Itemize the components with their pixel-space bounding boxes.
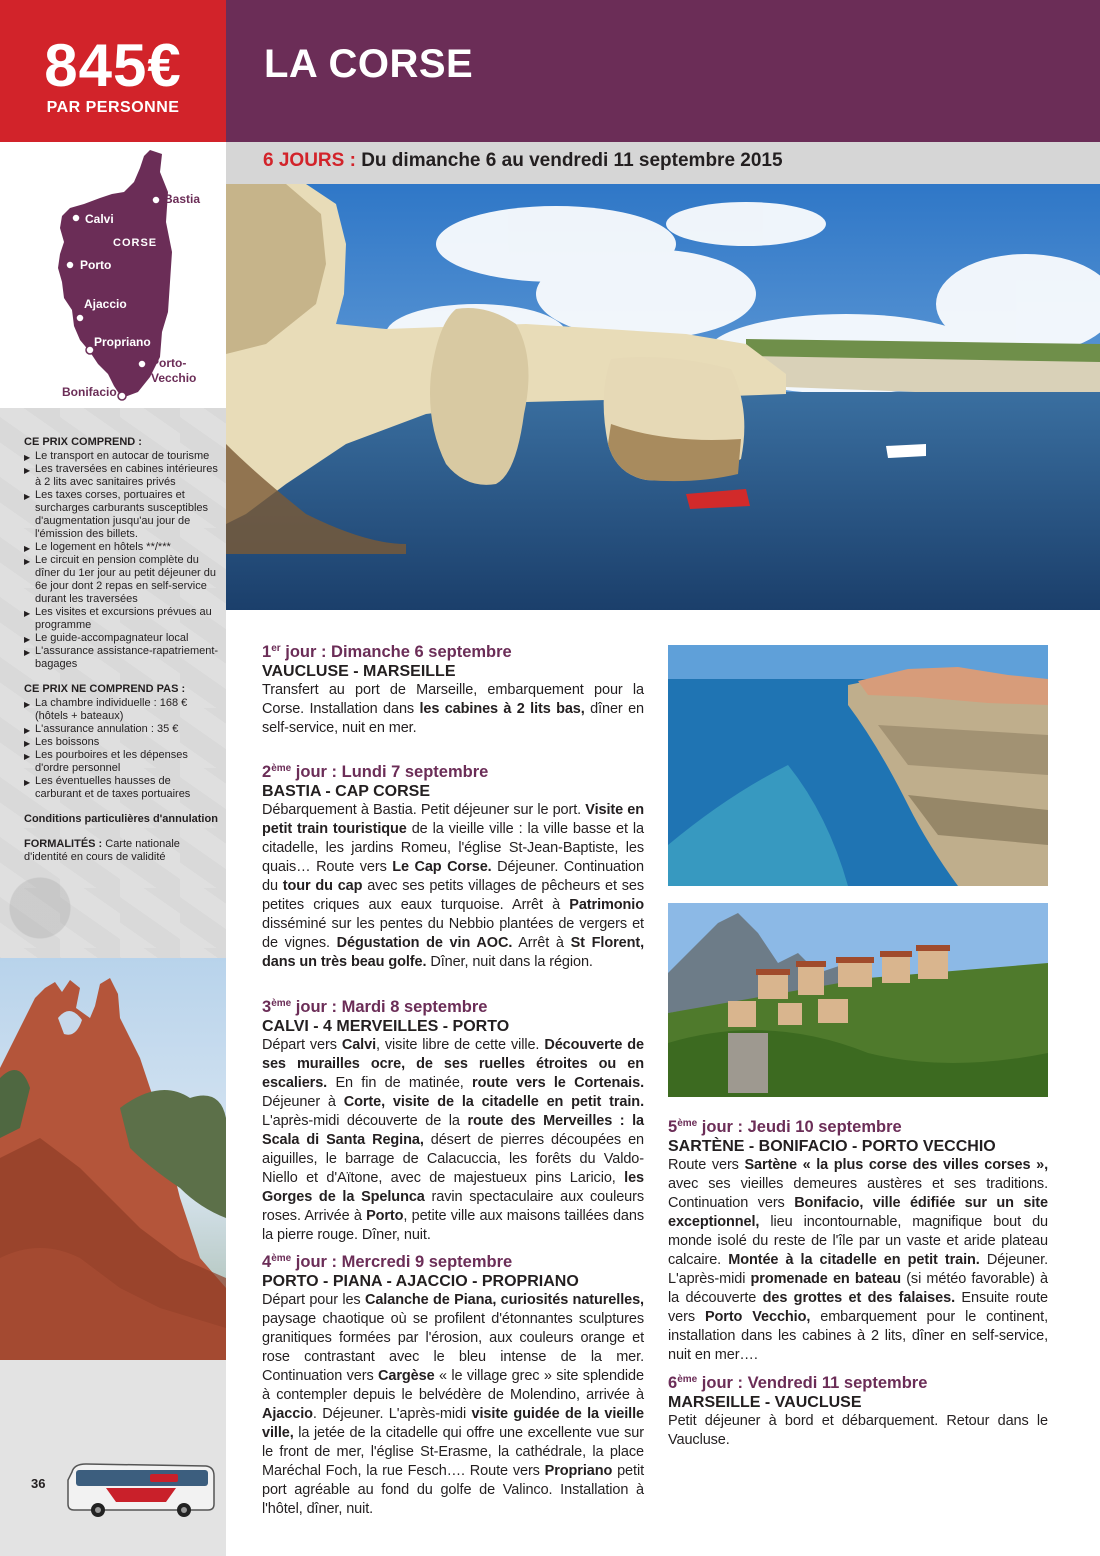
highlight-text: Dégustation de vin AOC. [336,935,513,951]
day-2-section [262,762,644,972]
highlight-text: promenade en bateau [750,1271,902,1287]
highlight-text: Calvi [341,1037,377,1053]
day-heading: 4ème jour : Mercredi 9 septembre [262,1253,513,1271]
highlight-text: les cabines à 2 lits bas, [419,701,585,717]
includes-list [24,450,220,671]
map-city-porto-vecchio-2: Vecchio [151,371,197,385]
day-description [668,1156,1048,1365]
body-text: « le village grec » site splendide à contempler depuis le belvédère de Molendino, arrivée à [262,1368,644,1403]
map-city-porto: Porto [80,258,112,272]
highlight-text: des grottes et des falaises. [762,1290,956,1306]
formalities-label: FORMALITÉS : [24,838,103,850]
list-item: ▶ Le circuit en pension complète du dîner du 1er jour au petit déjeuner du 6e jour dont 2 repas en self-service durant les traversées [24,554,220,606]
highlight-text: Visite en petit train touristique [262,802,644,837]
day-heading: 5ème jour : Jeudi 10 septembre [668,1118,902,1136]
body-text: petit port agréable au fond du golfe de Valinco. Installation à l'hôtel, dîner, nuit. [262,1463,645,1517]
highlight-text: route vers le Cortenais. [472,1075,645,1091]
body-text: avec ses vieilles demeures austères et ses traditions. Continuation vers [668,1176,1048,1211]
body-text: Déjeuner. Continuation du [262,859,644,894]
day-5-section [668,1117,1048,1365]
list-item: ▶ Les pourboires et les dépenses d'ordre personnel [24,749,220,775]
day-description [262,1036,644,1245]
body-text: dîner en self-service, nuit en mer. [262,701,644,736]
highlight-text: Porto [366,1208,404,1224]
bonifacio-cliffs-photo [668,645,1048,886]
highlight-text: St Florent, dans un très beau golfe. [262,935,645,970]
day-1-section [262,642,644,738]
formalities [24,838,220,864]
body-text: Dîner, nuit dans la région. [426,954,593,970]
body-text: L'après-midi découverte de la [262,1113,468,1129]
trip-dates: Du dimanche 6 au vendredi 11 septembre 2015 [361,150,783,171]
body-text: Départ pour les [262,1292,365,1308]
body-text: En fin de matinée, [327,1075,473,1091]
day-4-section [262,1252,644,1519]
highlight-text: Ajaccio [262,1406,313,1422]
list-item: ▶ Les traversées en cabines intérieures à 2 lits avec sanitaires privés [24,463,220,489]
day-description [262,681,644,738]
cancellation-conditions: Conditions particulières d'annulation [24,813,218,825]
highlight-text: route des Merveilles : la Scala di Santa Regina, [262,1113,645,1148]
highlight-text: Calanche de Piana, curiosités naturelles, [364,1292,644,1308]
list-item: ▶ Les boissons [24,736,220,749]
body-text: lieu incontournable, magnifique bout du monde isolé du reste de l'île par un vaste et aride plateau calcaire. [668,1214,1048,1268]
body-text: , petite ville aux maisons taillées dans la pierre rouge. Dîner, nuit. [262,1208,644,1243]
list-item: ▶ Les visites et excursions prévues au programme [24,606,220,632]
page-number: 36 [31,1476,46,1491]
day-description [262,1291,644,1519]
day-description [262,801,644,972]
day-route: BASTIA - CAP CORSE [262,783,431,800]
body-text: Arrêt à [512,935,571,951]
page-title: LA CORSE [264,42,474,86]
list-item: ▶ L'assurance assistance-rapatriement-bagages [24,645,220,671]
highlight-text: Le Cap Corse. [392,859,492,875]
corsica-map [0,142,226,408]
body-text: Route vers [668,1157,745,1173]
map-city-porto-vecchio: Porto- [151,356,187,370]
highlight-text: Découverte de ses murailles ocre, de ses ruelles étroites ou en escaliers. [262,1037,644,1091]
body-text: ravin spectaculaire aux couleurs roses. Arrivée à [262,1189,644,1224]
body-text: avec ses petits villages de pêcheurs et ses petites criques aux eaux turquoise. Arrêt à [262,878,644,913]
map-city-ajaccio: Ajaccio [84,297,127,311]
body-text: Départ vers [262,1037,342,1053]
list-item: ▶ Le guide-accompagnateur local [24,632,220,645]
map-city-propriano: Propriano [94,335,151,349]
map-region-label: CORSE [113,237,158,249]
bonifacio-coast-photo [226,184,1100,610]
highlight-text: Corte, visite de la citadelle en petit train. [343,1094,644,1110]
map-city-calvi: Calvi [85,212,114,226]
day-heading: 6ème jour : Vendredi 11 septembre [668,1374,928,1392]
day-3-section [262,997,644,1245]
day-route: MARSEILLE - VAUCLUSE [668,1394,862,1411]
subtitle-bar [226,142,1100,184]
body-text: , visite libre de cette ville. [376,1037,545,1053]
highlight-text: Cargèse [378,1368,435,1384]
body-text: Débarquement à Bastia. Petit déjeuner sur le port. [262,802,586,818]
map-city-bonifacio: Bonifacio [62,385,117,399]
day-heading: 3ème jour : Mardi 8 septembre [262,998,488,1016]
highlight-text: Sartène « la plus corse des villes corses », [744,1157,1049,1173]
day-6-section [668,1373,1048,1450]
body-text: Petit déjeuner à bord et débarquement. Retour dans le Vaucluse. [668,1413,1048,1448]
day-heading: 2ème jour : Lundi 7 septembre [262,763,489,781]
mountain-village-photo [668,903,1048,1097]
highlight-text: Montée à la citadelle en petit train. [728,1252,980,1268]
body-text: Déjeuner. L'après-midi [668,1252,1049,1287]
trip-duration: 6 JOURS : [263,150,356,171]
body-text: embarquement pour le continent, installation dans les cabines à 2 lits, dîner en self-service, nuit en mer…. [668,1309,1048,1363]
formalities-text: Carte nationale d'identité en cours de validité [24,838,180,863]
list-item: ▶ Les taxes corses, portuaires et surcharges carburants susceptibles d'augmentation jusqu'au jour de l'émission des billets. [24,489,220,541]
body-text: Déjeuner à [262,1094,344,1110]
body-text: Ensuite route vers [668,1290,1049,1325]
body-text: désert de pierres découpées en aiguilles, le barrage de Calacuccia, les forêts du Valdo-Niello et d'Aïtone, avec de majestueux pins Laricio, [262,1132,644,1186]
highlight-text: tour du cap [282,878,363,894]
price-box [0,0,226,142]
price-amount: 845€ [44,32,182,99]
body-text: la jetée de la citadelle qui offre une excellente vue sur le front de mer, l'église St-Erasme, la cathédrale, la place Maréchal Foch, la rue Fesch…. Route vers [262,1425,644,1479]
body-text: . Déjeuner. L'après-midi [312,1406,472,1422]
day-route: PORTO - PIANA - AJACCIO - PROPRIANO [262,1273,579,1290]
bus-icon [66,1458,216,1520]
body-text: (si météo favorable) à la découverte [668,1271,1048,1306]
day-route: VAUCLUSE - MARSEILLE [262,663,456,680]
day-description [668,1412,1048,1450]
map-city-bastia: Bastia [164,192,201,206]
highlight-text: les Gorges de la Spelunca [262,1170,644,1205]
conditions-panel [0,408,226,958]
highlight-text: Bonifacio, ville édifiée sur un site exceptionnel, [668,1195,1048,1230]
highlight-text: Porto Vecchio, [704,1309,811,1325]
day-route: SARTÈNE - BONIFACIO - PORTO VECCHIO [668,1138,996,1155]
list-item: ▶ L'assurance annulation : 35 € [24,723,220,736]
list-item: ▶ La chambre individuelle : 168 € (hôtels + bateaux) [24,697,220,723]
highlight-text: visite guidée de la vieille ville, [262,1406,644,1441]
day-heading: 1er jour : Dimanche 6 septembre [262,643,512,661]
title-bar [226,0,1100,142]
day-route: CALVI - 4 MERVEILLES - PORTO [262,1018,510,1035]
body-text: Transfert au port de Marseille, embarquement pour la Corse. Installation dans [262,682,644,717]
corsica-shape-icon [0,142,226,408]
list-item: ▶ Le transport en autocar de tourisme [24,450,220,463]
list-item: ▶ Les éventuelles hausses de carburant et de taxes portuaires [24,775,220,801]
rock-arch-photo [0,958,226,1360]
highlight-text: Propriano [544,1463,613,1479]
body-text: paysage chaotique où se profilent d'étonnantes sculptures granitiques formées par l'érosion, aux couleurs orange et rose contrastant avec le bleu intense de la mer. Continuation vers [262,1311,644,1384]
includes-title: CE PRIX COMPREND : [24,436,142,448]
body-text: disséminé sur les pentes du Nebbio plantées de vergers et de vignes. [262,916,644,951]
excludes-list [24,697,220,801]
highlight-text: Patrimonio [569,897,644,913]
price-per-person: PAR PERSONNE [46,99,180,116]
list-item: ▶ Le logement en hôtels **/*** [24,541,220,554]
excludes-title: CE PRIX NE COMPREND PAS : [24,683,186,695]
body-text: de la vieille ville : la ville basse et la citadelle, les jardins Romeu, l'église St-Jean-Baptiste, les quais… Route vers [262,821,644,875]
